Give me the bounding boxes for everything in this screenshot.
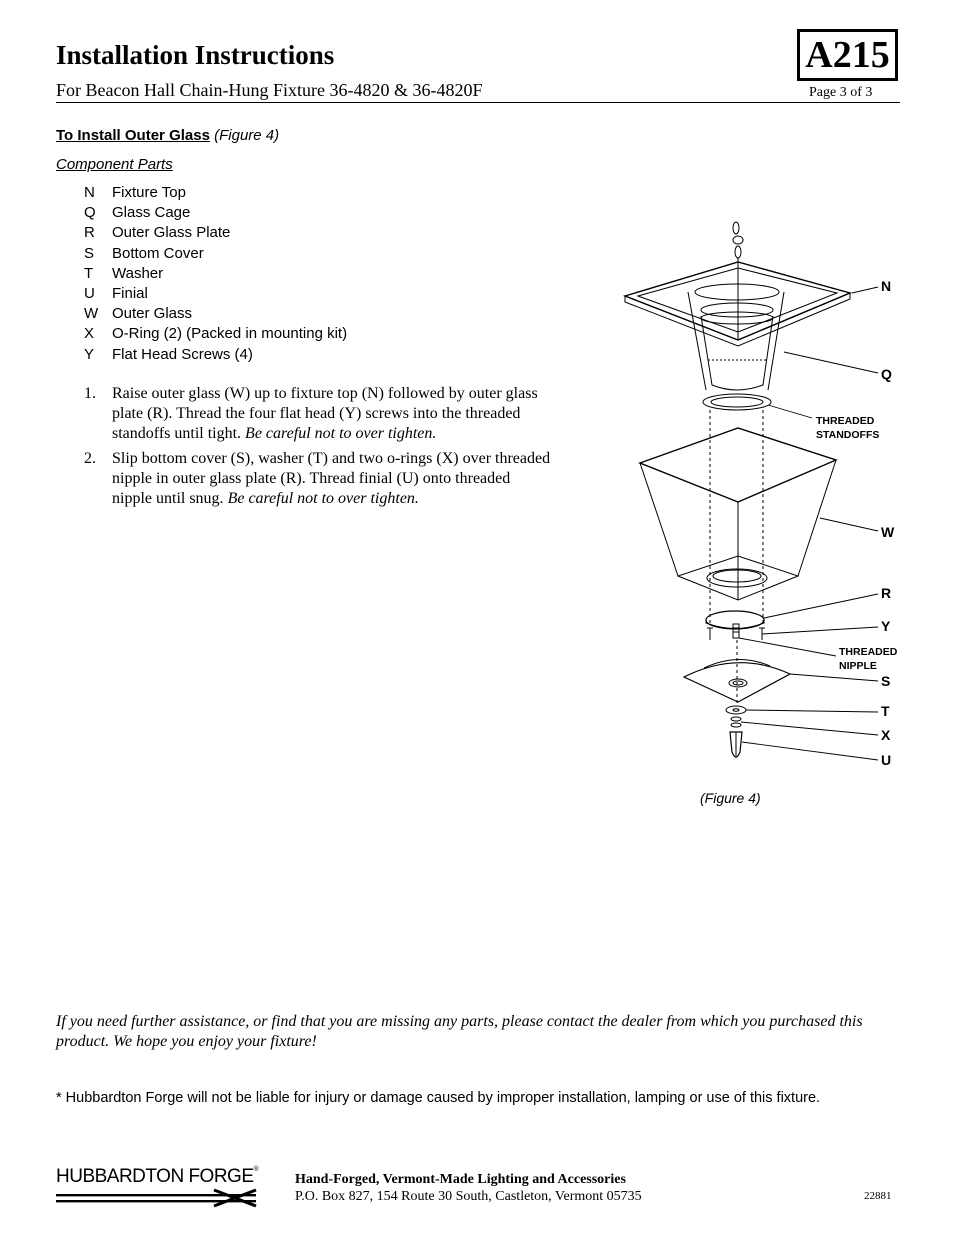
part-name: Finial	[112, 284, 148, 302]
document-number: 22881	[864, 1190, 892, 1202]
fixture-top	[625, 262, 850, 346]
assistance-note: If you need further assistance, or find that you are missing any parts, please contact the dealer from which you purchased this product. We hope you enjoy your fixture!	[56, 1013, 863, 1050]
finial	[730, 732, 742, 757]
step-number: 2.	[84, 450, 96, 467]
label-x: X	[881, 727, 891, 743]
part-code: R	[84, 224, 95, 242]
part-name: Fixture Top	[112, 184, 186, 201]
label-q: Q	[881, 366, 892, 382]
figure-caption: (Figure 4)	[700, 790, 761, 806]
step-instruction: Slip bottom cover (S), washer (T) and two o-rings (X) over threaded nipple in outer glass plate (R). Thread finial (U) onto threaded nipple until snug.	[112, 450, 551, 507]
part-item-q	[84, 204, 347, 224]
part-code: N	[84, 184, 95, 201]
label-n: N	[881, 278, 892, 294]
part-item-u	[84, 285, 347, 305]
page-subtitle: For Beacon Hall Chain-Hung Fixture 36-4820 & 36-4820F	[56, 80, 483, 100]
instruction-step-1	[84, 384, 554, 444]
part-code: W	[84, 305, 99, 323]
part-item-s	[84, 245, 347, 265]
chain-links	[733, 222, 743, 268]
component-parts-list	[84, 184, 347, 366]
part-name: O-Ring (2) (Packed in mounting kit)	[112, 325, 348, 343]
step-caution: Be careful not to over tighten.	[245, 425, 437, 442]
glass-cage	[688, 284, 784, 410]
part-item-x	[84, 325, 347, 345]
label-threaded-nipple-1: THREADED	[839, 646, 898, 658]
part-item-t	[84, 265, 347, 285]
part-code: S	[84, 244, 95, 262]
hubbardton-forge-logo	[56, 1166, 266, 1210]
part-code: U	[84, 284, 95, 302]
label-s: S	[881, 673, 891, 689]
outer-glass-plate	[706, 611, 764, 629]
page-number: Page 3 of 3	[809, 85, 873, 100]
part-code: X	[84, 325, 95, 343]
step-instruction: Raise outer glass (W) up to fixture top (N) followed by outer glass plate (R). Thread the four flat head (Y) screws into the threaded standoffs until tight.	[112, 385, 538, 442]
page-title: Installation Instructions	[56, 40, 335, 70]
component-parts-heading: Component Parts	[56, 156, 173, 173]
washer	[726, 706, 746, 714]
label-threaded-nipple-2: NIPPLE	[839, 660, 877, 672]
label-y: Y	[881, 618, 891, 634]
o-rings	[731, 717, 741, 727]
document-code-box: A215	[797, 29, 898, 81]
label-w: W	[881, 524, 895, 540]
part-name: Outer Glass	[112, 305, 193, 323]
part-code: T	[84, 264, 94, 282]
part-item-r	[84, 224, 347, 244]
step-caution: Be careful not to over tighten.	[227, 490, 419, 507]
part-item-w	[84, 305, 347, 325]
part-name: Glass Cage	[112, 204, 191, 222]
outer-glass	[640, 428, 836, 600]
part-name: Bottom Cover	[112, 244, 204, 262]
part-item-n	[84, 184, 347, 204]
logo-wordmark	[56, 1166, 258, 1188]
label-r: R	[881, 585, 892, 601]
part-name: Outer Glass Plate	[112, 224, 231, 242]
label-u: U	[881, 752, 892, 768]
label-threaded-standoffs-2: STANDOFFS	[816, 429, 880, 441]
part-name: Washer	[112, 264, 164, 282]
footer-address: P.O. Box 827, 154 Route 30 South, Castleton, Vermont 05735	[295, 1189, 642, 1204]
part-code: Q	[84, 204, 96, 222]
section-figure-ref: (Figure 4)	[214, 127, 280, 144]
instruction-step-2	[84, 449, 554, 509]
header-divider	[56, 102, 900, 103]
part-name: Flat Head Screws (4)	[112, 345, 253, 363]
logo-registered-mark: ®	[253, 1166, 259, 1173]
instruction-steps	[84, 384, 554, 514]
logo-hammer-icon	[56, 1188, 266, 1208]
section-title: To Install Outer Glass	[56, 127, 210, 144]
step-text	[112, 384, 554, 444]
step-number: 1.	[84, 385, 96, 402]
footer-tagline: Hand-Forged, Vermont-Made Lighting and Accessories	[295, 1172, 626, 1187]
section-heading	[56, 127, 279, 144]
leader-lines	[739, 287, 878, 760]
label-t: T	[881, 703, 890, 719]
liability-disclaimer: * Hubbardton Forge will not be liable for injury or damage caused by improper installation, lamping or use of this fixture.	[56, 1090, 821, 1106]
step-text	[112, 449, 554, 509]
part-item-y	[84, 346, 347, 366]
part-code: Y	[84, 345, 95, 363]
logo-text: HUBBARDTON FORGE	[56, 1166, 254, 1187]
exploded-fixture-diagram	[600, 218, 920, 778]
label-threaded-standoffs-1: THREADED	[816, 415, 875, 427]
